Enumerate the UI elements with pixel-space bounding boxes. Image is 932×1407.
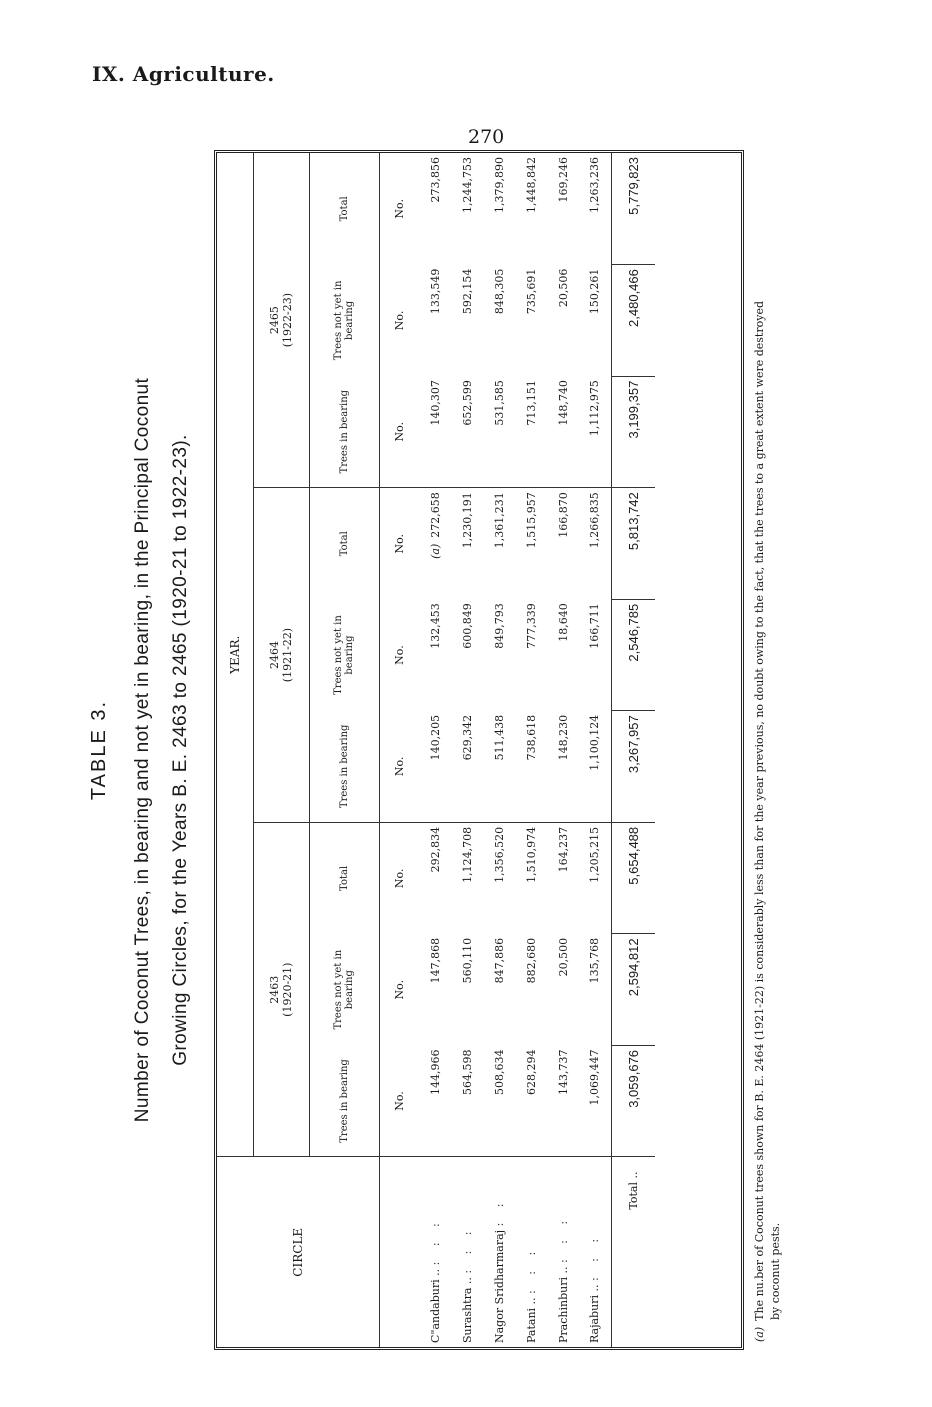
table-title-line-2: Growing Circles, for the Years B. E. 2463 to 2465 (1920-21 to 1922-23).	[170, 434, 191, 1066]
table-row	[451, 153, 483, 1347]
circle-name: Surashtra ..	[460, 1277, 474, 1343]
cell-value: 292,834	[428, 826, 442, 873]
section-header: IX. Agriculture.	[92, 62, 275, 86]
cell-value: 1,244,753	[460, 157, 474, 213]
cell-value: 20,500	[556, 937, 570, 977]
cell-value: 848,305	[492, 268, 506, 315]
year-2463-period: (1920-21)	[281, 962, 294, 1017]
footnote-marker: (a)	[428, 543, 442, 559]
table-label: TABLE 3.	[88, 699, 110, 801]
cell-value: 166,711	[579, 599, 611, 711]
total-value: 2,480,466	[611, 265, 655, 377]
total-row	[611, 153, 655, 1347]
year-2464-period: (1921-22)	[281, 627, 294, 683]
table-title-line-1: Number of Coconut Trees, in bearing and not yet in bearing, in the Principal Coconut	[132, 377, 153, 1123]
subheader-not-yet: Trees not yet in bearing	[309, 934, 379, 1046]
total-value: 5,813,742	[611, 488, 655, 600]
cell-value: 1,205,215	[579, 822, 611, 934]
cell-value: 1,069,447	[579, 1045, 611, 1157]
circle-name: Nagor Sridharmaraj	[492, 1229, 506, 1343]
subheader-total: Total	[309, 153, 379, 265]
unit-label: No.	[392, 199, 406, 219]
year-2463-label: 2463	[268, 975, 281, 1004]
cell-value: 272,658	[428, 492, 442, 538]
cell-value: 164,237	[556, 826, 570, 873]
cell-value: 600,849	[460, 603, 474, 649]
cell-value: 1,263,236	[579, 153, 611, 265]
cell-value: 135,768	[579, 934, 611, 1046]
circle-name: Prachinburi ..	[556, 1266, 570, 1343]
cell-value: 629,342	[451, 711, 483, 823]
cell-value: 564,598	[451, 1045, 483, 1157]
total-label: Total	[626, 1182, 640, 1210]
subheader-total: Total	[309, 822, 379, 934]
unit-label: No.	[392, 533, 406, 554]
year-2465-header	[253, 153, 309, 488]
cell-value: 1,361,231	[492, 492, 506, 549]
cell-value: 1,230,191	[460, 492, 474, 549]
cell-value: 1,379,890	[492, 157, 506, 213]
total-value: 5,779,823	[611, 153, 655, 265]
cell-value: 847,886	[492, 937, 506, 984]
total-value: 3,059,676	[611, 1045, 655, 1157]
footnote-text: The nu.ber of Coconut trees shown for B. E. 2464 (1921-22) is considerably less than for the year previous, no doubt owing to the fact, that the trees to a great extent were destroyed	[753, 301, 766, 1321]
unit-label: No.	[379, 1045, 419, 1157]
rotated-table-page	[78, 130, 782, 1370]
year-2465-period: (1922-23)	[281, 292, 294, 348]
cell-value: 511,438	[483, 711, 515, 823]
leader-dots: : : :	[588, 1232, 602, 1282]
coconut-trees-table	[214, 150, 744, 1350]
total-value: 5,654,488	[611, 822, 655, 934]
cell-value: 140,307	[419, 376, 451, 488]
cell-value: 133,549	[428, 268, 442, 315]
cell-value: 1,124,708	[460, 826, 474, 883]
page-number: 270	[468, 126, 505, 148]
cell-value: 20,506	[556, 268, 570, 308]
cell-value-with-note	[419, 488, 451, 600]
year-2464-label: 2464	[268, 641, 281, 670]
total-value: 3,267,957	[611, 711, 655, 823]
cell-value: 713,151	[515, 376, 547, 488]
total-value: 2,546,785	[611, 599, 655, 711]
subheader-not-yet: Trees not yet in bearing	[309, 265, 379, 377]
subheader-in-bearing: Trees in bearing	[309, 1045, 379, 1157]
circle-name: C"andaburi ..	[428, 1268, 442, 1343]
leader-dots: : : :	[556, 1214, 570, 1264]
cell-value: 1,266,835	[579, 488, 611, 600]
table-row	[515, 153, 547, 1347]
table-row	[547, 153, 579, 1347]
leader-dots: : :	[492, 1197, 506, 1227]
subheader-in-bearing: Trees in bearing	[309, 711, 379, 823]
cell-value: 592,154	[460, 268, 474, 315]
leader-dots: : : :	[428, 1217, 442, 1266]
footnote-text-continued: by coconut pests.	[769, 1222, 782, 1320]
cell-value: 166,870	[556, 492, 570, 538]
year-header: YEAR.	[217, 153, 253, 1157]
cell-value: 148,230	[547, 711, 579, 823]
year-2465-label: 2465	[268, 306, 281, 335]
cell-value: 1,112,975	[579, 376, 611, 488]
cell-value: 508,634	[483, 1045, 515, 1157]
total-value: 3,199,357	[611, 376, 655, 488]
cell-value: 628,294	[515, 1045, 547, 1157]
footnote-marker: (a)	[753, 1326, 766, 1342]
subheader-total: Total	[309, 488, 379, 600]
unit-label: No.	[379, 376, 419, 488]
footnote	[752, 152, 784, 1342]
year-2463-header	[253, 822, 309, 1157]
cell-value: 140,205	[419, 711, 451, 823]
cell-value: 132,453	[428, 603, 442, 649]
cell-value: 169,246	[556, 157, 570, 203]
cell-value: 531,585	[483, 376, 515, 488]
cell-value: 18,640	[556, 603, 570, 642]
cell-value: 1,510,974	[524, 826, 538, 883]
cell-value: 1,515,957	[524, 492, 538, 549]
table-row	[483, 153, 515, 1347]
cell-value: 273,856	[428, 157, 442, 203]
cell-value: 738,618	[515, 711, 547, 823]
unit-label: No.	[392, 979, 406, 1000]
cell-value: 144,966	[419, 1045, 451, 1157]
cell-value: 882,680	[524, 937, 538, 984]
cell-value: 150,261	[579, 265, 611, 377]
subheader-not-yet: Trees not yet in bearing	[309, 599, 379, 711]
cell-value: 147,868	[428, 937, 442, 984]
subheader-in-bearing: Trees in bearing	[309, 376, 379, 488]
leader-dots: : : :	[524, 1245, 538, 1294]
cell-value: 148,740	[547, 376, 579, 488]
cell-value: 1,448,842	[524, 157, 538, 213]
circle-name: Patani ..	[524, 1297, 538, 1343]
cell-value: 735,691	[524, 268, 538, 315]
unit-label: No.	[392, 868, 406, 889]
unit-label: No.	[379, 711, 419, 823]
table-row	[419, 153, 451, 1347]
unit-label: No.	[392, 310, 406, 331]
leader-dots: ..	[626, 1171, 640, 1179]
unit-label: No.	[392, 645, 406, 665]
spacer-row	[655, 153, 741, 1347]
cell-value: 777,339	[524, 603, 538, 649]
circle-name: Rajaburi ..	[588, 1284, 602, 1343]
cell-value: 1,100,124	[579, 711, 611, 823]
cell-value: 560,110	[460, 937, 474, 984]
cell-value: 143,737	[547, 1045, 579, 1157]
cell-value: 652,599	[451, 376, 483, 488]
total-value: 2,594,812	[611, 934, 655, 1046]
cell-value: 1,356,520	[492, 826, 506, 883]
table-row	[579, 153, 611, 1347]
cell-value: 849,793	[492, 603, 506, 649]
leader-dots: : : :	[460, 1225, 474, 1274]
circle-header: CIRCLE	[290, 1227, 305, 1277]
year-2464-header	[253, 488, 309, 823]
